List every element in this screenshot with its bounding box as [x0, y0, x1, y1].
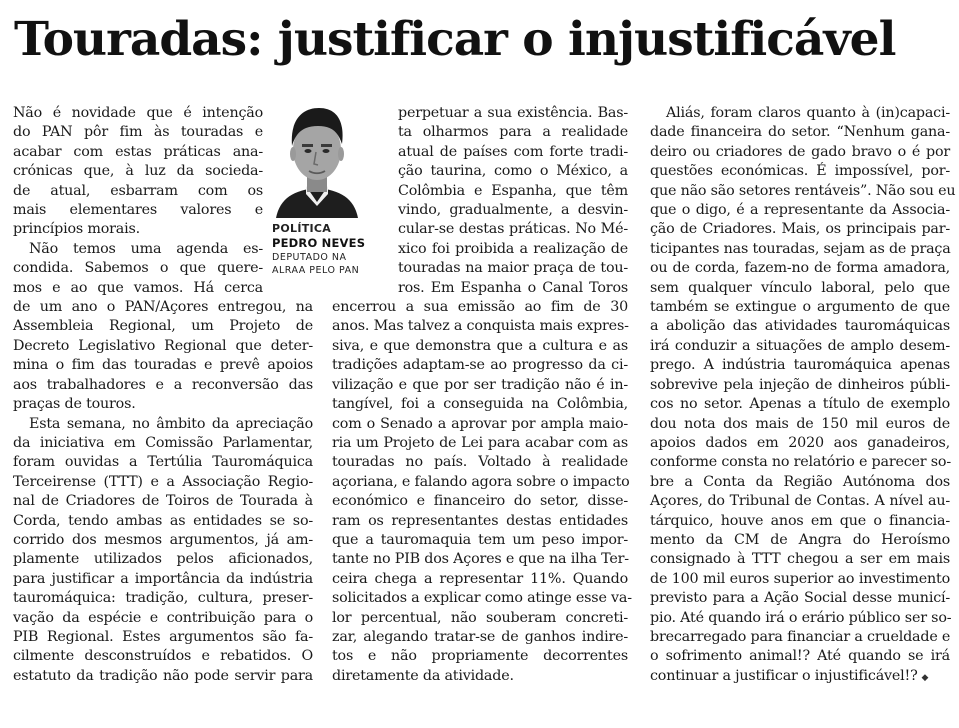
text-line: tangível, foi a conseguida na Colômbia,: [332, 396, 628, 413]
text-line: tárquico, houve anos em que o financia-: [650, 512, 950, 529]
article-column-3: [650, 104, 956, 688]
article-column-2: [332, 104, 632, 686]
text-line: ceira chega a representar 11%. Quando: [332, 570, 628, 587]
text-line: aos trabalhadores e a reconversão das: [13, 376, 313, 393]
text-line: PIB Regional. Estes argumentos são fa-: [13, 628, 313, 645]
text-line: cilmente desconstruídos e rebatidos. O: [13, 648, 313, 665]
text-line: estatuto da tradição não pode servir para: [13, 667, 313, 684]
text-line: Terceirense (TTT) e a Associação Regio-: [13, 473, 313, 490]
text-line: para justificar a importância da indústria: [13, 570, 313, 587]
text-line: consignado à TTT chegou a ser em mais: [650, 551, 950, 568]
text-line: dade financeira do setor. “Nenhum gana-: [650, 124, 950, 141]
text-line: bre a Conta da Região Autónoma dos: [650, 473, 950, 490]
text-line: conforme consta no relatório e parecer so-: [650, 454, 951, 471]
text-line: da iniciativa em Comissão Parlamentar,: [13, 434, 313, 451]
text-line: encerrou a sua emissão ao fim de 30: [332, 299, 628, 316]
author-role: DEPUTADO NA: [272, 252, 347, 263]
text-line: que não são setores rentáveis”. Não sou eu: [650, 182, 956, 199]
author-role: ALRAA PELO PAN: [272, 265, 360, 276]
text-line: sem qualquer vínculo laboral, pelo que: [650, 279, 950, 296]
text-line: tradições adaptam-se ao progresso da ci-: [332, 357, 628, 374]
text-line: mento da CM de Angra do Heroísmo: [650, 531, 950, 548]
text-line: Corda, tendo ambas as entidades se so-: [13, 512, 313, 529]
text-line: acabar com estas práticas ana-: [13, 143, 263, 160]
text-line: crónicas que, à luz da socieda-: [13, 163, 263, 180]
text-line: a abolição das atividades tauromáquicas: [650, 318, 950, 335]
text-line: com o Senado a aprovar por ampla maio-: [332, 415, 628, 432]
text-line: económico e financeiro do setor, disse-: [332, 493, 628, 510]
text-line: condida. Sabemos o que quere-: [13, 260, 263, 277]
text-line: cos no setor. Apenas a título de exemplo: [650, 396, 950, 413]
text-line: ta olharmos para a realidade: [398, 124, 628, 141]
text-line: plamente utilizados pelos aficionados,: [13, 551, 313, 568]
text-line: touradas no país. Voltado à realidade: [332, 454, 628, 471]
text-line: Açores, do Tribunal de Contas. A nível au-: [650, 493, 950, 510]
text-line: Colômbia e Espanha, que têm: [398, 182, 628, 199]
text-line: corrido dos mesmos argumentos, já am-: [13, 531, 313, 548]
text-line: questões económicas. É impossível, por-: [650, 163, 950, 180]
text-line: brecarregado para financiar a crueldade e: [650, 628, 951, 645]
text-line: prego. A indústria tauromáquica apenas: [650, 357, 950, 374]
text-line: foram ouvidas a Tertúlia Tauromáquica: [13, 454, 313, 471]
text-line: ros. Em Espanha o Canal Toros: [398, 279, 628, 296]
text-line: tos e não propriamente decorrentes: [332, 648, 628, 665]
text-line: atual de países com forte tradi-: [398, 143, 628, 160]
text-line: vilização e que por ser tradição não é in-: [332, 376, 628, 393]
text-line: princípios morais.: [13, 221, 140, 238]
text-line: tante no PIB dos Açores e que na ilha Ter-: [332, 551, 629, 568]
text-line: zar, alegando tratar-se de ganhos indire-: [332, 628, 628, 645]
text-line: siva, e que demonstra que a cultura e as: [332, 337, 628, 354]
article-column-1: [13, 104, 313, 686]
text-line: nal de Criadores de Toiros de Tourada à: [13, 493, 313, 510]
text-line: que o digo, é a representante da Associa-: [650, 202, 950, 219]
text-line-content: continuar a justificar o injustificável!?: [650, 667, 918, 684]
text-line: lor percentual, não souberam concreti-: [332, 609, 628, 626]
text-line: ção taurina, como o México, a: [398, 163, 628, 180]
text-line: ou de corda, fazem-no de forma amadora,: [650, 260, 950, 277]
text-line: do PAN pôr fim às touradas e: [13, 124, 263, 141]
text-line: que a tauromaquia tem um peso impor-: [332, 531, 628, 548]
text-line: Assembleia Regional, um Projeto de: [13, 318, 313, 335]
text-line: apoios dados em 2020 aos ganadeiros,: [650, 434, 950, 451]
text-line: ria um Projeto de Lei para acabar com as: [332, 434, 628, 451]
text-line: solicitados a explicar como atinge esse va-: [332, 590, 632, 607]
text-line: sobrevive pela injeção de dinheiros públi-: [650, 376, 950, 393]
text-line: mina o fim das touradas e prevê apoios: [13, 357, 313, 374]
section-label: POLÍTICA: [272, 222, 332, 235]
text-line: vindo, gradualmente, a desvin-: [398, 202, 628, 219]
text-line: perpetuar a sua existência. Bas-: [398, 105, 628, 121]
text-line: o sofrimento animal!? Até quando se irá: [650, 648, 950, 665]
text-line: mos e ao que vamos. Há cerca: [13, 279, 263, 296]
text-line: Aliás, foram claros quanto à (in)capaci-: [666, 105, 950, 121]
text-line: [650, 667, 950, 688]
text-line: dou nota dos mais de 150 mil euros de: [650, 415, 950, 432]
end-of-article-icon: ◆: [921, 672, 929, 683]
text-line: pio. Até quando irá o erário público ser so-: [650, 609, 952, 626]
text-line: previsto para a Ação Social desse municí-: [650, 590, 950, 607]
text-line: anos. Mas talvez a conquista mais expres-: [332, 318, 629, 335]
text-line: de um ano o PAN/Açores entregou, na: [13, 299, 313, 316]
text-line: cular-se destas práticas. No Mé-: [398, 221, 628, 238]
text-line: ram os representantes destas entidades: [332, 512, 628, 529]
text-line: vação da espécie e contribuição para o: [13, 609, 313, 626]
text-line: de 100 mil euros superior ao investimento: [650, 570, 950, 587]
author-name: PEDRO NEVES: [272, 236, 366, 250]
text-line: açoriana, e falando agora sobre o impacto: [332, 473, 630, 490]
text-line: Esta semana, no âmbito da apreciação: [29, 415, 313, 432]
text-line: mais elementares valores e: [13, 202, 263, 219]
text-line: ticipantes nas touradas, sejam as de praça: [650, 240, 951, 257]
text-line: touradas na maior praça de tou-: [398, 260, 628, 277]
article-title: Touradas: justificar o injustificável: [14, 12, 896, 67]
text-line: irá conduzir a situações de amplo desem-: [650, 337, 950, 354]
text-line: Não temos uma agenda es-: [29, 240, 263, 257]
text-line: Decreto Legislativo Regional que deter-: [13, 337, 313, 354]
text-line: deiro ou criadores de gado bravo o é por: [650, 143, 950, 160]
text-line: Não é novidade que é intenção: [13, 105, 263, 121]
text-line: xico foi proibida a realização de: [398, 240, 628, 257]
text-line: tauromáquica: tradição, cultura, preser-: [13, 590, 313, 607]
text-line: praças de touros.: [13, 396, 136, 413]
text-line: também se extingue o argumento de que: [650, 299, 950, 316]
text-line: ção de Criadores. Mais, os principais par-: [650, 221, 950, 238]
text-line: diretamente da atividade.: [332, 667, 514, 684]
text-line: de atual, esbarram com os: [13, 182, 263, 199]
